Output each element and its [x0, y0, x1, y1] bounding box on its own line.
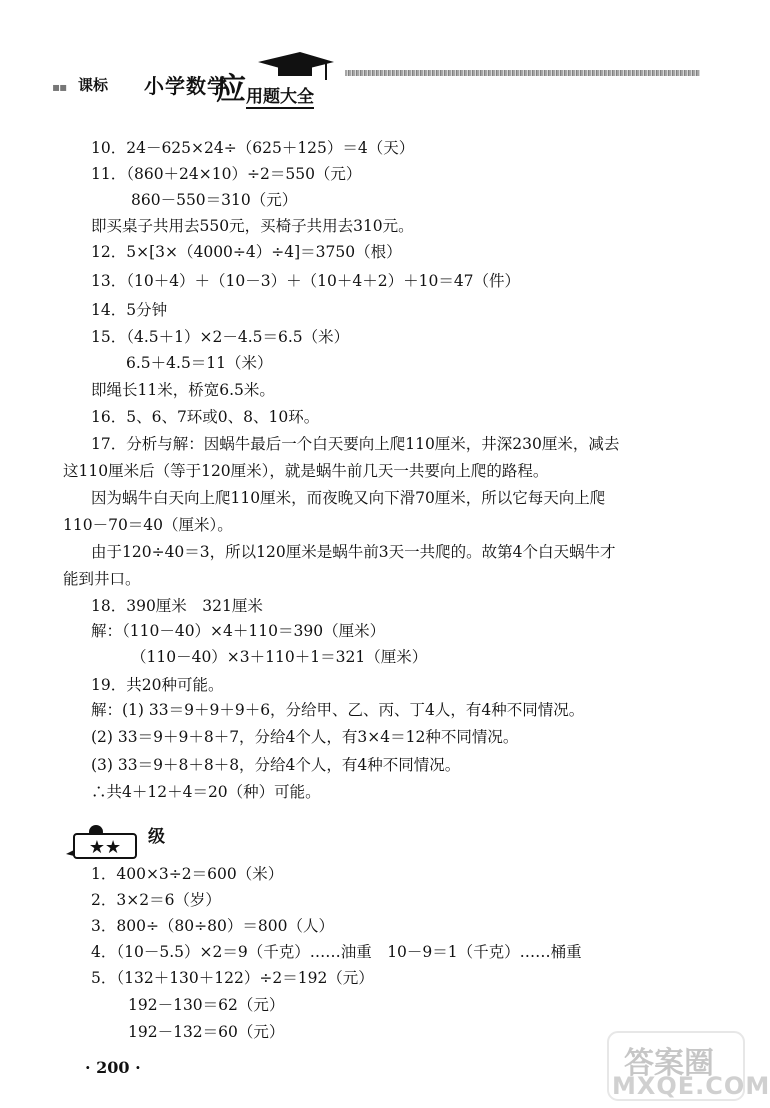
page-number: · 200 ·	[85, 1058, 141, 1077]
answer-line: 19．共20种可能。	[91, 676, 224, 694]
answer-line: (3) 33＝9＋8＋8＋8，分给4个人，有4种不同情况。	[91, 756, 461, 774]
answer-line: 能到井口。	[63, 570, 141, 588]
watermark-text: 答案圈	[624, 1046, 714, 1081]
header-big-char: 应	[216, 72, 246, 107]
answer-line: (2) 33＝9＋9＋8＋7，分给4个人，有3×4＝12种不同情况。	[91, 728, 519, 746]
header-decoration: ▪▪	[52, 80, 67, 94]
answer-line: 解：（110－40）×4＋110＝390（厘米）	[91, 622, 386, 640]
answer-line: 2．3×2＝6（岁）	[91, 891, 221, 909]
header-rule	[345, 70, 700, 76]
answer-line: 解：(1) 33＝9＋9＋9＋6，分给甲、乙、丙、丁4人，有4种不同情况。	[91, 701, 585, 719]
answer-line: 11．（860＋24×10）÷2＝550（元）	[91, 165, 362, 183]
answer-line: 860－550＝310（元）	[131, 191, 298, 209]
header-subtitle: 用题大全	[246, 82, 314, 109]
answer-line: 即绳长11米，桥宽6.5米。	[91, 381, 275, 399]
watermark-url: MXQE.COM	[612, 1072, 770, 1100]
answer-line: 12．5×[3×（4000÷4）÷4]＝3750（根）	[91, 243, 402, 261]
answer-line: 10．24－625×24÷（625＋125）＝4（天）	[91, 139, 415, 157]
answer-line: 6.5＋4.5＝11（米）	[126, 354, 273, 372]
answer-line: 即买桌子共用去550元，买椅子共用去310元。	[91, 217, 414, 235]
header-title: 小学数学	[144, 74, 228, 98]
answer-line: 192－130＝62（元）	[128, 996, 285, 1014]
level-label: 级	[148, 827, 165, 847]
answer-line: 192－132＝60（元）	[128, 1023, 285, 1041]
running-header	[52, 58, 352, 108]
answer-line: 因为蜗牛白天向上爬110厘米，而夜晚又向下滑70厘米，所以它每天向上爬	[91, 489, 606, 507]
answer-line: ∴共4＋12＋4＝20（种）可能。	[91, 783, 321, 801]
answer-line: 18．390厘米 321厘米	[91, 597, 263, 615]
answer-line: 4．（10－5.5）×2＝9（千克）……油重 10－9＝1（千克）……桶重	[91, 943, 582, 961]
answer-line: 1．400×3÷2＝600（米）	[91, 865, 284, 883]
graduation-cap-icon	[256, 50, 336, 84]
answer-line: 13．（10＋4）＋（10－3）＋（10＋4＋2）＋10＝47（件）	[91, 272, 521, 290]
answer-line: 17．分析与解：因蜗牛最后一个白天要向上爬110厘米，井深230厘米，减去	[91, 435, 620, 453]
answer-line: 16．5、6、7环或0、8、10环。	[91, 408, 320, 426]
answer-line: 5．（132＋130＋122）÷2＝192（元）	[91, 969, 374, 987]
answer-line: 这110厘米后（等于120厘米），就是蜗牛前几天一共要向上爬的路程。	[63, 462, 549, 480]
header-brand: 课标	[78, 76, 109, 94]
answer-line: 由于120÷40＝3，所以120厘米是蜗牛前3天一共爬的。故第4个白天蜗牛才	[91, 543, 616, 561]
level-badge-icon	[66, 826, 146, 860]
answer-line: 3．800÷（80÷80）＝800（人）	[91, 917, 334, 935]
answer-line: 15．（4.5＋1）×2－4.5＝6.5（米）	[91, 328, 350, 346]
answer-line: （110－40）×3＋110＋1＝321（厘米）	[131, 648, 428, 666]
level-stars: ★★	[88, 837, 122, 858]
answer-line: 110－70＝40（厘米）。	[63, 516, 233, 534]
answer-line: 14．5分钟	[91, 301, 168, 319]
